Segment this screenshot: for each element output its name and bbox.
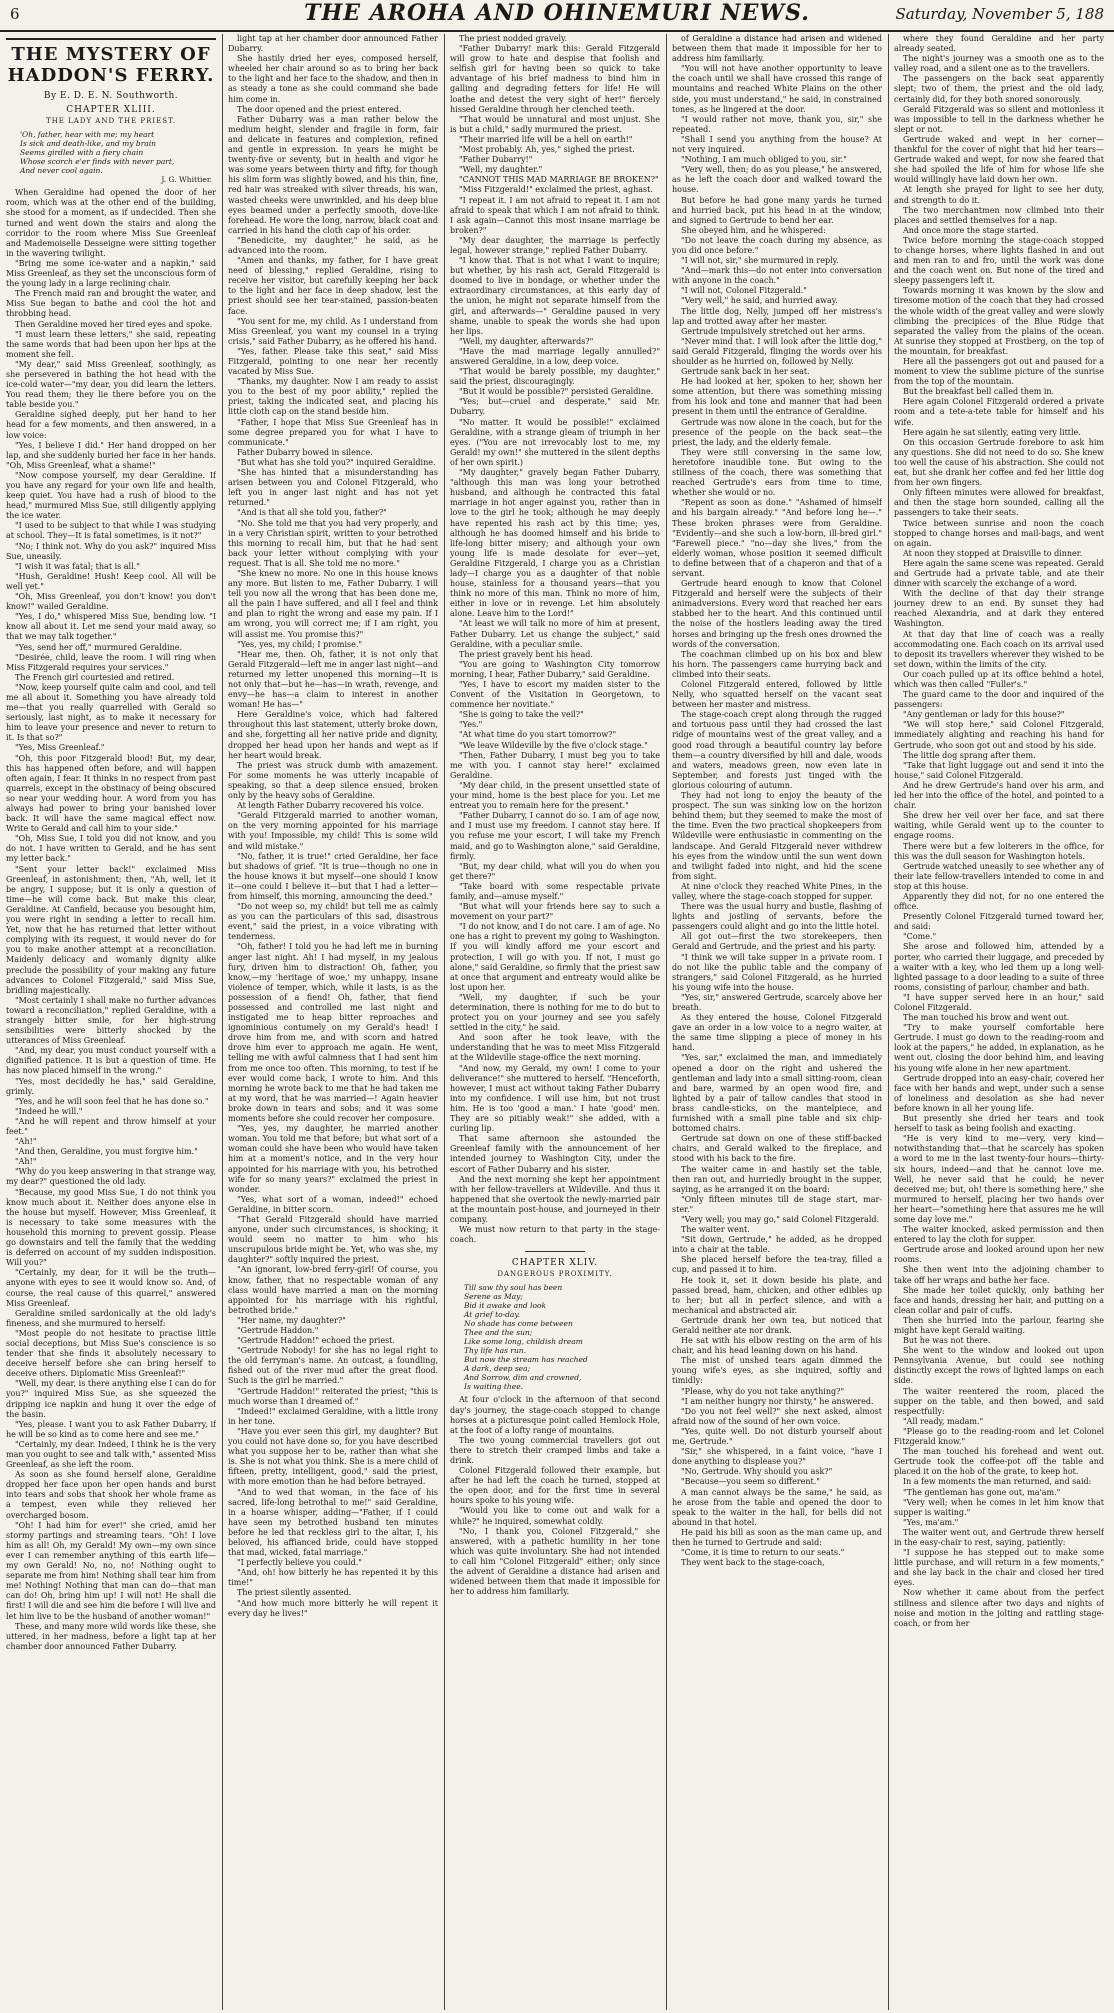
paragraph: "My daughter," gravely began Father Dubarry, "although this man was long your betrothed husband, and although he contracted this fatal marriage in hot anger against you, rather than in love to the girl he took; although he may deeply have repented his rash act by this time; yes, although he has doomed himself and his bride to life-long bitter misery; and although your own young life is made desolate for ever—yet, Geraldine Fitzgerald, I charge you as a Christian lady—I charge you as a daughter of that noble house, stainless for a thousand years—that you think no more of this man. Think no more of him, either in love or in revenge. Let him absolutely alone. Leave him to the Lord!": [450, 468, 660, 619]
paragraph: "Yes, sar," exclaimed the man, and immediately opened a door on the right and ushered the gentleman and lady into a small sitting-room, clean and bare, warmed by an open wood fire, and lighted by a pair of tallow candles that stood in brass candle-sticks, on the mantelpiece, and furnished with a small pine table and six chip-bottomed chairs.: [672, 1053, 882, 1134]
paragraph: "And then, Geraldine, you must forgive him.": [15, 1147, 198, 1157]
chapter-heading: CHAPTER XLIII.: [66, 105, 156, 116]
paragraph: "Certainly, my dear, for it will be the truth—anyone with eyes to see it would know so. And, of course, the real cause of this quarrel," answered Miss Greenleaf.: [6, 1268, 216, 1308]
paragraph: "Well, my daughter, afterwards?": [459, 336, 594, 346]
paragraph: "I am neither hungry nor thirsty," he answered.: [681, 1396, 874, 1406]
paragraph: "I must learn these letters," she said, repeating the same words that had been upon her lips at the moment she fell.: [6, 329, 216, 359]
paragraph: The door opened and the priest entered.: [237, 104, 402, 114]
paragraph: "I suppose he has stepped out to make some little purchase, and will return in a few moments," and she lay back in the chair and closed her tired eyes.: [894, 1548, 1104, 1588]
paragraph: "An ignorant, low-bred ferry-girl! Of course, you know, father, that no respectable woman of any class would have married a man on the morning appointed for his marriage with his rightful, betrothed bride.": [228, 1265, 438, 1315]
paragraph: "But what will your friends here say to such a movement on your part?": [450, 902, 660, 922]
paragraph: Gertrude waked and wept in her corner—thankful for the cover of night that hid her tears—Gertrude waked and wept, for now she feared that she had spoiled the life of him for whose life she would willingly have laid down her own.: [894, 134, 1104, 185]
paragraph: "Because—you seem so different.": [681, 1477, 820, 1487]
paragraph: "Please, why do you not take anything?": [681, 1386, 845, 1396]
paragraph: "Very well; you may go," said Colonel Fitzgerald.: [681, 1214, 880, 1224]
paragraph: At noon they stopped at Draisville to dinner.: [903, 548, 1083, 558]
paragraph: "Well, my daughter.": [459, 165, 543, 175]
paragraph: "Their married life will be a hell on earth!": [459, 134, 633, 144]
paragraph: "Father, I hope that Miss Sue Greenleaf has in some degree prepared you for what I have to communicate.": [228, 417, 438, 447]
paragraph: "But, my dear child, what will you do when you get there?": [450, 861, 660, 881]
paragraph: "Very well," he said, and hurried away.: [681, 296, 838, 306]
paragraph: "I think we will take supper in a private room. I do not like the public table and the company of strangers," said Colonel Fitzgerald, as he hurried his young wife into the house.: [672, 952, 882, 992]
paragraph: "Because, my good Miss Sue, I do not think you know much about it. Neither does anyone else in the house but myself. However, Miss Greenleaf, it is necessary to take some measures with the household this morning to prevent gossip. Please go downstairs and tell the family that the wedding is deferred on account of my sudden indisposition. Will you?": [6, 1187, 216, 1268]
paragraph: "Yes; but—cruel and desperate," said Mr. Dubarry.: [450, 397, 660, 417]
paragraph: With the decline of that day their strange journey drew to an end. By sunset they had reached Alexandria, and at dark they entered Washington.: [894, 589, 1104, 629]
paragraph: "Come.": [903, 932, 937, 942]
paragraph: Here Geraldine's voice, which had faltered throughout this last statement, utterly broke down, and she, forgetting all her native pride and dignity, dropped her head upon her hands and wept as if her heart would break.: [228, 710, 438, 760]
paragraph: "Hear me, then. Oh, father, it is not only that Gerald Fitzgerald—left me in anger last night—and returned my letter unopened this morning—It is not only that—but he—has—in wrath, revenge, and envy—he has—a claim to interest in another woman! He has—": [228, 649, 438, 710]
column-rule: [666, 34, 667, 2010]
paragraph: When Geraldine had opened the door of her room, which was at the other end of the building, she stood for a moment, as if undecided. Then she turned and went down the stairs and along the corridor to the room where Miss Sue Greenleaf and Mademoiselle Desseigne were sitting together in the wavering twilight.: [6, 188, 216, 258]
paragraph: He took it, set it down beside his plate, and passed bread, ham, chicken, and other edibles up to her; but all in perfect silence, and with a mechanical and abstracted air.: [672, 1275, 882, 1315]
paragraph: Gertrude dropped into an easy-chair, covered her face with her hands and wept, under such a sense of loneliness and desolation as she had never before known in all her young life.: [894, 1073, 1104, 1113]
paragraph: The waiter came in and hastily set the table, then ran out, and hurriedly brought in the supper, saying, as he arranged it on the board:: [672, 1164, 882, 1194]
paragraph: "And how much more bitterly he will repent it every day he lives!": [228, 1598, 438, 1618]
paragraph: Gertrude drank her own tea, but noticed that Gerald neither ate nor drank.: [672, 1315, 882, 1335]
page-number: 6: [10, 5, 20, 23]
chapter-subtitle: THE LADY AND THE PRIEST.: [46, 117, 176, 126]
paragraph: "Then, Father Dubarry, I must beg you to take me with you. I cannot stay here!" exclaimed Geraldine.: [450, 750, 660, 780]
paragraph: But the breakfast bell called them in.: [903, 387, 1055, 397]
paragraph: She drew her veil over her face, and sat there waiting, while Gerald went up to the counter to engage rooms.: [894, 811, 1104, 841]
paragraph: "No; I think not. Why do you ask?" inquired Miss Sue, uneasily.: [6, 541, 216, 561]
paragraph: Twice between sunrise and noon the coach stopped to change horses and mail-bags, and went on again.: [894, 518, 1104, 548]
paragraph: There were but a few loiterers in the office, for this was the dull season for Washington hotels.: [894, 841, 1104, 861]
column-4: [672, 34, 882, 2010]
column-2: [228, 34, 438, 2010]
paragraph: She then went into the adjoining chamber to take off her wraps and bathe her face.: [894, 1265, 1104, 1285]
paragraph: "Now, keep yourself quite calm and cool, and tell me all about it. Something you have already told me—that you really quarrelled with Gerald so seriously, last night, as to make it necessary for him to leave your presence and never to return to it. Is that so?": [6, 682, 216, 743]
paragraph: "She is going to take the veil?": [459, 710, 584, 720]
column-5: [894, 34, 1104, 2010]
paragraph: "Do not weep so, my child! but tell me as calmly as you can the particulars of this sad, disastrous event," said the priest, in a voice vibrating with tenderness.: [228, 902, 438, 942]
paragraph: "Most certainly I shall make no further advances toward a reconciliation," replied Geraldine, with a strangely bitter smile, for her high-strung sensibilities were bitterly shocked by the utterances of Miss Greenleaf.: [6, 995, 216, 1046]
paragraph: "Oh, Miss Sue, I told you did not know, and you do not. I have written to Gerald, and he has sent my letter back.": [6, 834, 216, 864]
paragraph: "I perfectly believe you could.": [237, 1558, 362, 1568]
paragraph: "And, my dear, you must conduct yourself with a dignified patience. It is but a question of time. He has now placed himself in the wrong.": [6, 1046, 216, 1076]
paragraph: "Ah!": [15, 1157, 37, 1167]
paragraph: "I will not, sir," she murmured in reply.: [681, 256, 839, 266]
paragraph: The French girl courtesied and retired.: [15, 672, 175, 682]
paragraph: "Yes, I believe I did." Her hand dropped on her lap, and she suddenly buried her face in her hands. "Oh, Miss Greenleaf, what a shame!": [6, 440, 216, 470]
paragraph: "Yes, yes, my daughter, he married another woman. You told me that before; but what sort of a woman could she have been who would have taken him at a moment's notice, and in the very hour appointed for his marriage with you, his betrothed wife for so many years?" exclaimed the priest in wonder.: [228, 1124, 438, 1194]
paragraph: "Would you like to come out and walk for a while?" he inquired, somewhat coldly.: [450, 1506, 660, 1526]
paragraph: "Yes, father. Please take this seat," said Miss Fitzgerald, pointing to one near her recently vacated by Miss Sue.: [228, 346, 438, 377]
paragraph: The two young commercial travellers got out there to stretch their cramped limbs and take a drink.: [450, 1435, 660, 1465]
paragraph: "Yes, Miss Greenleaf.": [15, 743, 105, 753]
paragraph: "That Gerald Fitzgerald should have married anyone, under such circumstances, is shocking; it would seem no matter to him who his unscrupulous bride might be. Yet, who was she, my daughter?" softly inquired the priest.: [228, 1214, 438, 1265]
paragraph: Father Dubarry was a man rather below the medium height, slender and fragile in form, fair and delicate in features and complexion, refined and gentle in expression. In years he might be twenty-five or seventy, but in health and vigor he was some years between thirty and fifty, for though his slim form was slightly bowed, and his thin, fine, red hair was streaked with silver threads, his wan, wasted cheeks were unwrinkled, and his deep blue eyes beamed under a perfectly smooth, dove-like forehead. He wore the long, narrow, black coat and carried in his hand the cloth cap of his order.: [228, 114, 438, 235]
paragraph: "Oh, this poor Fitzgerald blood! But, my dear, this has happened often before, and will happen often again, I fear. It thinks in no respect from past quarrels, except in the obstinacy of being obscured so near your wedding hour. A word from you has always had power to bring your banished lover back. It will have the same magical effect now. Write to Gerald and call him to your side.": [6, 753, 216, 834]
paragraph: There was the usual hurry and bustle, flashing of lights and jostling of servants, before the passengers could alight and go into the little hotel.: [672, 902, 882, 932]
column-paragraphs: [228, 34, 438, 1619]
epigraph-poem: Till saw thy soul has been Serene as May; Bid it awake and look At grief to-day. No shade has come between Thee and the sun; Like some long, childish dream Thy life has run. But now the stream has reached A dark, deep sea; And Sorrow, dim and crowned, Is waiting thee.: [464, 1283, 588, 1392]
paragraph: "We leave Wildeville by the five o'clock stage.": [459, 740, 648, 750]
paragraph: "Sent your letter back!" exclaimed Miss Greenleaf, in astonishment; then, "Ah, well, let it be angry, I suppose; but it is only a question of time—he will come back. But make this clear, Geraldine. At Canfield, because you besought him, you were right in sending a letter to recall him. Yet, now that he has returned that letter without complying with its request, it would never do for you to make another attempt at a reconciliation. Maidenly delicacy and womanly dignity alike preclude the possibility of your making any future advances to Colonel Fitzgerald," said Miss Sue, bridling majestically.: [6, 864, 216, 995]
paragraph: The man touched his forehead and went out. Gertrude took the coffee-pot off the table and placed it on the hob of the grate, to keep hot.: [894, 1447, 1104, 1477]
paragraph: "Miss Fitzgerald!" exclaimed the priest, aghast.: [459, 185, 653, 195]
chapter-subtitle: DANGEROUS PROXIMITY.: [497, 1270, 613, 1279]
paragraph: "Yes, what sort of a woman, indeed!" echoed Geraldine, in bitter scorn.: [228, 1194, 438, 1214]
paragraph: The stage-coach crept along through the rugged and tortuous pass until they had crossed the last ridge of mountains west of the great valley, and a good road through a beautiful country lay before them—a country diversified by hill and dale, woods and waters, meadows green, now even late in September, and forests just tinged with the glorious colouring of autumn.: [672, 710, 882, 790]
paragraph: The mist of unshed tears again dimmed the young wife's eyes, as she inquired, softly and timidly:: [672, 1356, 882, 1386]
paragraph: "I do not know, and I do not care. I am of age. No one has a right to prevent my going to Washington. If you will kindly afford me your escort and protection, I will go with you. If not, I must go alone," said Geraldine, so firmly that the priest saw at once that argument and entreaty would alike be lost upon her.: [450, 922, 660, 992]
epigraph-poem: [20, 130, 216, 184]
paragraph: "Oh, Miss Greenleaf, you don't know! you don't know!" wailed Geraldine.: [6, 592, 216, 612]
paragraph: "No. She told me that you had very properly, and in a very Christian spirit, written to your betrothed this morning to recall him, but that he had sent back your letter without complying with your request. That is all. She told me no more.": [228, 518, 438, 568]
paragraph: The priest gravely bent his head.: [459, 649, 593, 659]
paragraph: "Well, my dear, is there anything else I can do for you?" inquired Miss Sue, as she squeezed the dripping ice napkin and hung it over the edge of the basin.: [6, 1379, 216, 1419]
paragraph: "Yes, quite well. Do not disturb yourself about me, Gertrude.": [672, 1426, 882, 1447]
paragraph: And soon after he took leave, with the understanding that he was to meet Miss Fitzgerald at the Wildeville stage-office the next morning.: [450, 1033, 660, 1063]
paragraph: "You sent for me, my child. As I understand from Miss Greenleaf, you want my counsel in a trying crisis," said Father Dubarry, as he offered his hand.: [228, 316, 438, 346]
epigraph-text: 'Oh, father, hear with me; my heart Is sick and death-like, and my brain Seems girdled with a fiery chain Whose scorch e'er finds with never part, And never cool again.: [20, 130, 175, 176]
paragraph: They had not long to enjoy the beauty of the prospect. The sun was sinking low on the horizon behind them; but they seemed to make the most of the time. Even the two practical shopkeepers from Wildeville were enthusiastic in commenting on the landscape. And Gerald Fitzgerald never withdrew his eyes from the window until the sun went down and twilight faded into night, and hid the scene from sight.: [672, 791, 882, 881]
paragraph: Gertrude sank back in her seat.: [681, 367, 810, 377]
paragraph: "You are going to Washington City tomorrow morning, I hear, Father Dubarry," said Geraldine.: [450, 659, 660, 679]
paragraph: "Shall I send you anything from the house? At not very inquired.: [672, 134, 882, 155]
paragraph: Here again Colonel Fitzgerald ordered a private room and a tete-a-tete table for himself and his wife.: [894, 397, 1104, 427]
paragraph: "And—mark this—do not enter into conversation with anyone in the coach.": [672, 266, 882, 286]
paragraph: Only fifteen minutes were allowed for breakfast, and then the stage horn sounded, calling all the passengers to take their seats.: [894, 488, 1104, 518]
paragraph: In a few moments the man returned, and said:: [903, 1477, 1092, 1487]
paragraph: "Father Dubarry, I cannot do so. I am of age now, and I must use my freedom. I cannot stay here. If you refuse me your escort, I will take my French maid, and go to Washington alone," said Geraldine, firmly.: [450, 811, 660, 861]
paragraph: "Father Dubarry! mark this: Gerald Fitzgerald will grow to hate and despise that foolish and selfish girl for having been so quick to take advantage of his brief madness to bind him in galling and degrading fetters for life! He will loathe and detest the very sight of her!" fiercely hissed Geraldine through her clenched teeth.: [450, 44, 660, 114]
paragraph: "Sir," she whispered, in a faint voice, "have I done anything to displease you?": [672, 1447, 882, 1467]
paragraph: "And is that all she told you, father?": [237, 508, 387, 518]
paragraph: That same afternoon she astounded the Greenleaf family with the announcement of her intended journey to Washington City, under the escort of Father Dubarry and his sister.: [450, 1134, 660, 1174]
paragraph: He paid his bill as soon as the man came up, and then he turned to Gertrude and said:: [672, 1527, 882, 1547]
paragraph: "Benedicite, my daughter," he said, as he advanced into the room.: [228, 235, 438, 255]
paragraph: "No matter. It would be possible!" exclaimed Geraldine, with a strange gleam of triumph in her eyes. ("You are not irrevocably lost to me, my Gerald! my own!" she muttered in the silent depths of her own spirit.): [450, 417, 660, 467]
column-3: [450, 34, 660, 2010]
paragraph: She placed herself before the tea-tray, filled a cup, and passed it to him.: [672, 1255, 882, 1275]
paragraph: "CANNOT THIS MAD MARRIAGE BE BROKEN?": [459, 175, 659, 185]
paragraph: "Indeed he will.": [15, 1106, 83, 1116]
paragraph: "I will not, Colonel Fitzgerald.": [681, 286, 807, 296]
paragraph: "She knew no more. No one in this house knows any more. But listen to me, Father Dubarry. I will tell you now all the wrong that has been done me, all the pain I have suffered, and all I feel and think and plan to right the wrong and ease my pain. If I am wrong, you will correct me; if I am right, you will assist me. You promise this?": [228, 568, 438, 639]
paragraph: "We will stop here," said Colonel Fitzgerald, immediately alighting and reaching his hand for Gertrude, who soon got out and stood by his side.: [894, 720, 1104, 750]
paragraph: "But what has she told you?" inquired Geraldine.: [237, 457, 436, 467]
paragraph: "Yes, yes, my child; I promise.": [237, 639, 363, 649]
paragraph: She arose and followed him, attended by a porter, who carried their luggage, and preceded by a waiter with a key, who led them up a long well-lighted passage to a door leading to a suite of three rooms, consisting of parlour, chamber and bath.: [894, 942, 1104, 992]
paragraph: "My dear child, in the present unsettled state of your mind, home is the best place for you. Let me entreat you to remain here for the present.": [450, 780, 660, 811]
paragraph: At length she prayed for light to see her duty, and strength to do it.: [894, 185, 1104, 205]
story-byline: By E. D. E. N. Southworth.: [43, 91, 179, 101]
paragraph: The guard came to the door and inquired of the passengers:: [894, 690, 1104, 710]
paragraph: "Never mind that. I will look after the little dog," said Gerald Fitzgerald, flinging the words over his shoulder as he hurried on, followed by Nelly.: [672, 336, 882, 366]
paragraph: "I know that. That is not what I want to inquire; but whether, by his rash act, Gerald Fitzgerald is doomed to live in bondage, or whether under the extraordinary circumstances, at this early day of the union, he might not separate himself from the girl, and afterwards—" Geraldine paused in very shame, unable to speak the words she had upon her lips.: [450, 256, 660, 336]
paragraph: Then Geraldine moved her tired eyes and spoke.: [15, 319, 213, 329]
paragraph: "Yes.": [459, 720, 483, 730]
paragraph: "And now, my Gerald, my own! I come to your deliverance!" she muttered to herself. "Henceforth, however, I must act without taking Father Dubarry into my confidence. I will use him, but not trust him. He is too 'good a man.' I hate 'good' men. They are so pitiably weak!" she added, with a curling lip.: [450, 1063, 660, 1134]
paragraph: "Now compose yourself, my dear Geraldine. If you have any regard for your own life and health, keep quiet. You have had a rush of blood to the head," murmured Miss Sue, still diligently applying the ice water.: [6, 470, 216, 521]
paragraph: Gertrude sat down on one of these stiff-backed chairs, and Gerald walked to the fireplace, and stood with his back to the fire.: [672, 1134, 882, 1164]
paragraph: "And he will repent and throw himself at your feet.": [6, 1116, 216, 1136]
column-paragraphs: [6, 188, 216, 1652]
paragraph: The little dog sprang after them.: [903, 750, 1036, 760]
epigraph-attribution: J. G. Whittier.: [161, 175, 212, 185]
paragraph: As they entered the house, Colonel Fitzgerald gave an order in a low voice to a negro waiter, at the same time slipping a piece of money in his hand.: [672, 1013, 882, 1053]
paragraph: The two merchantmen now climbed into their places and settled themselves for a nap.: [894, 205, 1104, 225]
paragraph: All got out—first the two storekeepers, then Gerald and Gertrude, and the priest and his party.: [672, 932, 882, 952]
paragraph: "Do not leave the coach during my absence, as you did once before.": [672, 235, 882, 255]
paragraph: "My dear," said Miss Greenleaf, soothingly, as she persevered in bathing the hot head with the ice-cold water—"my dear, you did learn the letters. You read them; they lie there before you on the table beside you.": [6, 359, 216, 410]
paragraph: "No, Gertrude. Why should you ask?": [681, 1467, 833, 1477]
paragraph: "I would rather not move, thank you, sir," she repeated.: [672, 114, 882, 134]
paragraph: "Certainly, my dear. Indeed, I think he is the very man you ought to see and talk with," assented Miss Greenleaf, as she left the room.: [6, 1439, 216, 1470]
paragraph: "Have you ever seen this girl, my daughter? But you could not have done so, for you have described what you suppose her to be, rather than what she is. She is not what you think. She is a mere child of fifteen, pretty, intelligent, good," said the priest, with more emotion than he had before betrayed.: [228, 1426, 438, 1487]
paragraph: The man touched his brow and went out.: [903, 1013, 1070, 1023]
paragraph: "He is very kind to me—very, very kind—notwithstanding that—that he scarcely has spoken a word to me in the last twenty-four hours—thirty-six hours, indeed—and that he cannot love me. Well, he never said that he could; he never deceived me; but, oh! there is something here," she murmured to herself, placing her two hands over her heart—"something here that assures me he will some day love me.": [894, 1134, 1104, 1224]
paragraph: But before he had gone many yards he turned and hurried back, put his head in at the window, and signed to Gertrude to bend her ear.: [672, 195, 882, 225]
paragraph: "Oh! I had him for ever!" she cried, amid her stormy partings and streaming tears. "Oh! I love him as all! Oh, my Gerald! My own—my own since ever I can remember anything of this earth life—my own Gerald! No, no, no! Nothing ought to separate me from him! Nothing shall tear him from me! Nothing! Nothing that man can do—that man can do! Oh, bring him up! I will not! He shall die first! I will die and see him die before I will live and let him live to be the husband of another woman!": [6, 1520, 216, 1621]
paragraph: "Hush, Geraldine! Hush! Keep cool. All will be well yet.": [6, 571, 216, 591]
paragraph: "Do you not feel well?" she next asked, almost afraid now of the sound of her own voice.: [672, 1406, 882, 1426]
paragraph: The waiter reentered the room, placed the supper on the table, and then bowed, and said respectfully:: [894, 1386, 1104, 1416]
paragraph: The priest silently assented.: [237, 1588, 352, 1598]
paragraph: "At what time do you start tomorrow?": [459, 730, 617, 740]
paragraph: And the next morning she kept her appointment with her fellow-travellers at Wildeville. And thus it happened that she overtook the newly-married pair at the mountain post-house, and journeyed in their company.: [450, 1174, 660, 1224]
paragraph: The little dog, Nelly, jumped off her mistress's lap and trotted away after her master.: [672, 306, 882, 326]
issue-date: Saturday, November 5, 188: [895, 5, 1104, 23]
section-divider: [525, 1251, 585, 1252]
paragraph: The priest nodded gravely.: [459, 34, 568, 43]
paragraph: "That would be barely possible, my daughter," said the priest, discouragingly.: [450, 367, 660, 387]
paragraph: Towards morning it was known by the slow and tiresome motion of the coach that they had crossed the whole width of the great valley and were slowly climbing the precipices of the Blue Ridge that separated the valley from the plains of the ocean. At sunrise they stopped at Frostberg, on the top of the mountain, for breakfast.: [894, 286, 1104, 356]
column-paragraphs: [672, 34, 882, 1568]
paragraph: Father Dubarry bowed in silence.: [237, 447, 373, 457]
paragraph: Gertrude was now alone in the coach, but for the presence of the people on the back seat—the priest, the lady, and the elderly female.: [672, 417, 882, 447]
paragraph: "Yes, most decidedly he has," said Geraldine, grimly.: [6, 1076, 216, 1096]
paragraph: "Yes, please. I want you to ask Father Dubarry, if he will be so kind as to come here and see me.": [6, 1419, 216, 1439]
paragraph: "All ready, madam.": [903, 1416, 984, 1426]
paragraph: "I wish it was fatal; that is all.": [15, 561, 140, 571]
paragraph: Geraldine sighed deeply, put her hand to her head for a few moments, and then answered, in a low voice:: [6, 410, 216, 440]
paragraph: "Yes, ma'am.": [903, 1517, 959, 1527]
paragraph: "And, oh! how bitterly he has repented it by this time!": [228, 1568, 438, 1588]
paragraph: Gertrude impulsively stretched out her arms.: [681, 326, 865, 336]
paragraph: "Nothing, I am much obliged to you, sir.": [681, 155, 847, 165]
paragraph: "Her name, my daughter?": [237, 1315, 346, 1325]
paragraph: "Yes, sir," answered Gertrude, scarcely above her breath.: [672, 992, 882, 1012]
paragraph: "Amen and thanks, my father, for I have great need of blessing," replied Geraldine, rising to receive her visitor, but carefully keeping her back to the light and her face in deep shadow, lest the priest should see her tear-stained, passion-beaten face.: [228, 256, 438, 316]
column-rule: [444, 34, 445, 2010]
paragraph: "Any gentleman or lady for this house?": [903, 710, 1065, 720]
paragraph: "Ah!": [15, 1137, 37, 1147]
paragraph: "Why do you keep answering in that strange way, my dear?" questioned the old lady.: [6, 1167, 216, 1187]
paragraph: "Thanks, my daughter. Now I am ready to assist you to the best of my poor ability," replied the priest, taking the indicated seat, and placing his little cloth cap on the stand beside him.: [228, 377, 438, 417]
paragraph: light tap at her chamber door announced Father Dubarry.: [228, 34, 438, 54]
paragraph: "Gertrude Haddon!" echoed the priest.: [237, 1336, 395, 1346]
paragraph: Gertrude watched uneasily to see whether any of their late fellow-travellers intended to come in and stop at this house.: [894, 861, 1104, 891]
paragraph: "Sit down, Gertrude," he added, as he dropped into a chair at the table.: [672, 1235, 882, 1255]
paragraph: "Only fifteen minutes till de stage start, mar-ster.": [672, 1194, 882, 1214]
paragraph: "I used to be subject to that while I was studying at school. They—It is fatal sometimes, is it not?": [6, 521, 216, 541]
chapter-heading: CHAPTER XLIV.: [511, 1258, 599, 1269]
masthead: [0, 0, 1114, 32]
paragraph: "Come, it is time to return to our seats.": [681, 1548, 845, 1558]
paragraph: Here again he sat silently, eating very little.: [903, 427, 1081, 437]
paragraph: "No, I thank you, Colonel Fitzgerald," she answered, with a pathetic humility in her tone which was quite involuntary. She had not intended to call him "Colonel Fitzgerald" either; only since the advent of Geraldine a distance had arisen and widened between them that made it impossible for her to address him familiarly.: [450, 1526, 660, 1597]
paragraph: "Most probably. Ah, yes," sighed the priest.: [459, 145, 635, 155]
paragraph: "Try to make yourself comfortable here Gertrude. I must go down to the reading-room and look at the papers," he added, in explanation, as he went out, closing the door behind him, and leaving his young wife alone in her new apartment.: [894, 1023, 1104, 1073]
paragraph: We must now return to that party in the stage-coach.: [450, 1225, 660, 1245]
paragraph: "Gertrude Nobody! for she has no legal right to the old ferryman's name. An outcast, a foundling, fished out of the river mud after the great flood. Such is the girl he married.": [228, 1346, 438, 1386]
paragraph: The waiter went.: [681, 1225, 750, 1235]
paragraph: They were still conversing in the same low, heretofore inaudible tone. But owing to the stillness of the coach, there was something that reached Gertrude's ears from time to time, whether she would or no.: [672, 447, 882, 498]
paragraph: The French maid ran and brought the water, and Miss Sue began to bathe and cool the hot and throbbing head.: [6, 289, 216, 319]
paragraph: Gertrude heard enough to know that Colonel Fitzgerald and herself were the subjects of their animadversions. Every word that reached her ears stabbed her to the heart. And this continued until the noise of the hostlers leading away the tired horses and bringing up the fresh ones drowned the words of the conversation.: [672, 579, 882, 649]
column-rule: [888, 34, 889, 2010]
paragraph: Now whether it came about from the perfect stillness and silence after two days and nights of noise and motion in the jolting and rattling stage-coach, or from her: [894, 1588, 1104, 1628]
paragraph: "Very well; when he comes in let him know that supper is waiting.": [894, 1497, 1104, 1517]
paragraph: The waiter knocked, asked permission and then entered to lay the cloth for supper.: [894, 1225, 1104, 1245]
paragraph: She made her toilet quickly, only bathing her face and hands, dressing her hair, and putting on a clean collar and pair of cuffs.: [894, 1285, 1104, 1315]
paragraph: "Yes, I have to escort my maiden sister to the Convent of the Visitation in Georgetown, to commence her novitiate.": [450, 680, 660, 710]
paragraph: "Most people do not hesitate to practise little social deceptions, but Miss Sue's conscience is so tender that she finds it absolutely necessary to deceive herself before she can bring herself to deceive others. Diplomatic Miss Greenleaf!": [6, 1328, 216, 1379]
paragraph: "At least we will talk no more of him at present, Father Dubarry. Let us change the subject," said Geraldine, with a peculiar smile.: [450, 619, 660, 649]
paragraph: Gertrude arose and looked around upon her new rooms.: [894, 1245, 1104, 1265]
column-1: [6, 34, 216, 2010]
paragraph: "That would be unnatural and most unjust. She is but a child," sadly murmured the priest.: [450, 114, 660, 134]
paragraph: "Oh, father! I told you he had left me in burning anger last night. Ah! I had myself, in my jealous fury, driven him to distraction! Oh, father, you know,—my 'heritage of woe,' my unhappy, insane violence of temper, which, while it lasts, is as the possession of a fiend! Oh, father, that fiend possessed and controlled me last night and instigated me to heap bitter reproaches and ignominious contumely on my Gerald's head! I drove him from me, and with scorn and hatred drove him ever to approach me again. He went, telling me with awful calmness that I had sent him from me once too often. This morning, to test if he ever would come back, I wrote to him. And this morning he wrote back to me that he had taken me at my word, that he was married—! Again heavier broke down in tears and sobs; and it was some moments before she could recover her composure.: [228, 942, 438, 1124]
paragraph: "Father Dubarry!": [459, 155, 533, 165]
paragraph: "Take that light luggage out and send it into the house," said Colonel Fitzgerald.: [894, 760, 1104, 780]
paragraph: At four o'clock in the afternoon of that second day's journey, the stage-coach stopped to change horses at a picturesque point called Hemlock Hole, at the foot of a lofty range of mountains.: [450, 1395, 660, 1435]
paragraph: A man cannot always be the same," he said, as he arose from the table and opened the door to speak to the waiter in the hall, for bells did not abound in that hotel.: [672, 1487, 882, 1527]
paragraph: "Gertrude Haddon.": [237, 1326, 319, 1335]
paragraph: Our coach pulled up at its office behind a hotel, which was then called "Fuller's.": [894, 669, 1104, 689]
paragraph: Colonel Fitzgerald entered, followed by little Nelly, who squatted herself on the vacant seat between her master and mistress.: [672, 680, 882, 710]
paragraph: As soon as she found herself alone, Geraldine dropped her face upon her open hands and burst into tears and sobs that shook her whole frame as a tempest, even while they relieved her overcharged bosom.: [6, 1470, 216, 1520]
paragraph: "Well, my daughter, if such be your determination, there is nothing for me to do but to protect you on your journey and see you safely settled in the city," he said.: [450, 992, 660, 1033]
paragraph: Here again the same scene was repeated. Gerald and Gertrude had a private table, and ate their dinner with scarcely the exchange of a word.: [894, 558, 1104, 589]
paragraph: "Have the mad marriage legally annulled?" answered Geraldine, in a low, deep voice.: [450, 346, 660, 366]
paragraph: "Desirée, child, leave the room. I will ring when Miss Fitzgerald requires your services.": [6, 652, 216, 672]
paragraph: These, and many more wild words like these, she uttered, in her madness, before a light tap at her chamber door announced Father Dubarry.: [6, 1621, 216, 1651]
paragraph: "I have supper served here in an hour," said Colonel Fitzgerald.: [894, 992, 1104, 1012]
paragraph: "Gertrude Haddon!" reiterated the priest; "this is much worse than I dreamed of.": [228, 1386, 438, 1406]
paragraph: "No, father, it is true!" cried Geraldine, her face but shadows of grief. "It is true—though no one in the house knows it but myself—one should I know it—one could I believe it—but that I had a letter—from himself, this morning, announcing the deed.": [228, 851, 438, 901]
paragraph: "Gerald Fitzgerald married to another woman, on the very morning appointed for his marriage with you! Impossible, my child! This is some wild and wild mistake.": [228, 811, 438, 851]
paragraph: Here all the passengers got out and paused for a moment to view the sublime picture of the sunrise from the top of the mountain.: [894, 357, 1104, 387]
column-paragraphs: [450, 34, 660, 1597]
paragraph: "You will not have another opportunity to leave the coach until we shall have crossed this range of mountains and reached White Plains on the other side, you must understand," he said, in constrained tones, as he lingered at the door.: [672, 64, 882, 114]
paragraph: of Geraldine a distance had arisen and widened between them that made it impossible for her to address him familiarly.: [672, 34, 882, 64]
paragraph: She hastily dried her eyes, composed herself, wheeled her chair around so as to bring her back to the light and her face to the shadow, and then in as steady a tone as she could command she bade him come in.: [228, 54, 438, 104]
paragraph: At length Father Dubarry recovered his voice.: [237, 801, 424, 811]
column-paragraphs: [894, 34, 1104, 1629]
paragraph: "Take board with some respectable private family, and—amuse myself.": [450, 881, 660, 901]
column-rule: [222, 34, 223, 2010]
paragraph: Presently Colonel Fitzgerald turned toward her, and said:: [894, 912, 1104, 932]
paragraph: The priest was struck dumb with amazement. For some moments he was utterly incapable of speaking, so that a deep silence ensued, broken only by the heavy sobs of Geraldine.: [228, 760, 438, 801]
paragraph: "My dear daughter, the marriage is perfectly legal, however strange," replied Father Dubarry.: [450, 235, 660, 255]
paragraph: At nine o'clock they reached White Pines, in the valley, where the stage-coach stopped for supper.: [672, 881, 882, 901]
paragraph: But he was not there.: [903, 1336, 991, 1346]
paragraph: The night's journey was a smooth one as to the valley road, and a silent one as to the travellers.: [894, 54, 1104, 74]
paragraph: "But it would be possible?" persisted Geraldine.: [459, 387, 654, 397]
paragraph: At that day that line of coach was a really accommodating one. Each coach on its arrival used to deposit its travellers wherever they wished to be set down, within the limits of the city.: [894, 629, 1104, 669]
paragraph: "The gentleman has gone out, ma'am.": [903, 1487, 1061, 1497]
paragraph: "Indeed!" exclaimed Geraldine, with a little irony in her tone.: [228, 1406, 438, 1426]
paragraph: Then she hurried into the parlour, fearing she might have kept Gerald waiting.: [894, 1315, 1104, 1335]
paragraph: Gerald Fitzgerald was so silent and motionless it was impossible to tell in the darkness whether he slept or not.: [894, 104, 1104, 134]
paragraph: And once more the stage started.: [903, 225, 1039, 235]
paragraph: "Yes, I do," whispered Miss Sue, bending low. "I know all about it. Let me send your maid away, so that we may talk together.": [6, 612, 216, 642]
paragraph: "Please go to the reading-room and let Colonel Fitzgerald know.": [894, 1426, 1104, 1447]
paragraph: "I repeat it. I am not afraid to repeat it. I am not afraid to speak that which I am not afraid to think. I ask again—Cannot this most insane marriage be broken?": [450, 195, 660, 235]
paragraph: On this occasion Gertrude forebore to ask him any questions. She did not need to do so. She knew too well the cause of his abstraction. She could not eat, but she drank her coffee and fed her little dog from her own fingers.: [894, 437, 1104, 488]
paragraph: The waiter went out, and Gertrude threw herself in the easy-chair to rest, saying, patiently:: [894, 1527, 1104, 1547]
paragraph: The coachman climbed up on his box and blew his horn. The passengers came hurrying back and climbed into their seats.: [672, 649, 882, 679]
paragraph: "Yes, and he will soon feel that he has done so.": [15, 1096, 209, 1106]
paragraph: He had looked at her, spoken to her, shown her some attention, but there was something missing from his look and tone and manner that had been present in them until the entrance of Geraldine.: [672, 377, 882, 417]
paragraph: But presently she dried her tears and took herself to task as being foolish and exacting.: [894, 1114, 1104, 1134]
newspaper-title: THE AROHA AND OHINEMURI NEWS.: [304, 0, 810, 26]
paragraph: "Very well, then; do as you please," he answered, as he left the coach door and walked toward the house.: [672, 165, 882, 195]
paragraph: "She has hinted that a misunderstanding has arisen between you and Colonel Fitzgerald, who left you in anger last night and has not yet returned.": [228, 468, 438, 508]
paragraph: Apparently they did not, for no one entered the office.: [894, 891, 1104, 912]
paragraph: Geraldine smiled sardonically at the old lady's fineness, and she murmured to herself:: [6, 1308, 216, 1328]
story-title: THE MYSTERY OF HADDON'S FERRY.: [6, 38, 216, 86]
paragraph: "Bring me some ice-water and a napkin," said Miss Greenleaf, as they set the unconscious form of the young lady in a large reclining chair.: [6, 258, 216, 289]
paragraph: where they found Geraldine and her party already seated.: [894, 34, 1104, 54]
paragraph: And he drew Gertrude's hand over his arm, and led her into the office of the hotel, and pointed to a chair.: [894, 780, 1104, 811]
paragraph: "Yes, send her off," murmured Geraldine.: [15, 642, 182, 652]
paragraph: "And to wed that woman, in the face of his sacred, life-long betrothal to me!" said Geraldine, in a hoarse whisper, adding—"Father, if I could have seen my betrothed husband ten minutes before he led that reckless girl to the altar, I, his beloved, his affianced bride, could have stopped that mad, wicked, fatal marriage.": [228, 1487, 438, 1558]
paragraph: Colonel Fitzgerald followed their example, but after he had left the coach he turned, stopped at the open door, and for the first time in several hours spoke to his young wife.: [450, 1466, 660, 1506]
paragraph: She went to the window and looked out upon Pennsylvania Avenue, but could see nothing distinctly except the rows of lighted lamps on each side.: [894, 1346, 1104, 1386]
paragraph: "Repent as soon as done." "Ashamed of himself and his bargain already." "And before long he—." These broken phrases were from Geraldine. "Evidently—and she such a low-born, ill-bred girl." "Farewell piece." "no—day she lives," from the elderly woman, whose position it seemed difficult to define between that of a chaperon and that of a servant.: [672, 498, 882, 578]
paragraph: She obeyed him, and he whispered:: [681, 225, 826, 235]
paragraph: The passengers on the back seat apparently slept; two of them, the priest and the old lady, certainly did, for they both snored sonorously.: [894, 74, 1104, 104]
paragraph: He sat with his elbow resting on the arm of his chair, and his head leaning down on his hand.: [672, 1336, 882, 1356]
paragraph: They went back to the stage-coach,: [681, 1558, 825, 1568]
paragraph: Twice before morning the stage-coach stopped to change horses, where lights flashed in and out and men ran to and fro, until the work was done and the coach went on. But none of the tired and sleepy passengers left it.: [894, 235, 1104, 286]
